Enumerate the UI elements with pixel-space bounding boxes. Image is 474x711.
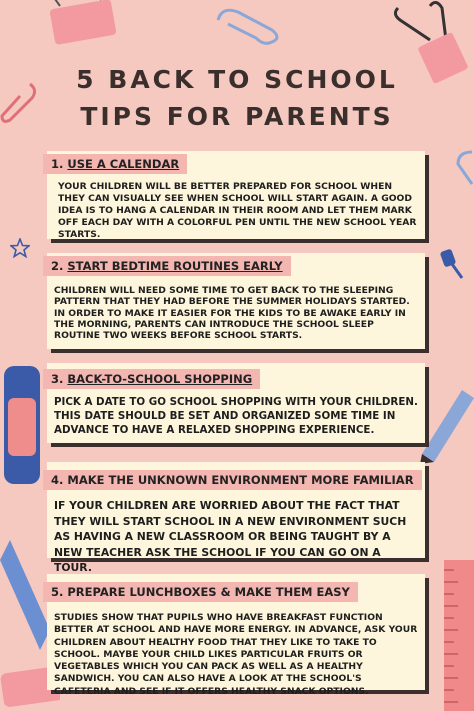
tip-heading-1	[43, 154, 187, 174]
tip-number: 2.	[51, 259, 64, 273]
tip-heading-5	[43, 582, 358, 602]
tip-number: 1.	[51, 157, 64, 171]
tip-heading-4	[43, 470, 422, 490]
title-line-2: TIPS FOR PARENTS	[80, 102, 394, 131]
tip-body-4: IF YOUR CHILDREN ARE WORRIED ABOUT THE FACT THAT THEY WILL START SCHOOL IN A NEW ENVIRONMENT SUCH AS HAVING A NEW CLASSROOM OR BEING TAUGHT BY A NEW TEACHER ASK THE SCHOOL IF YOU CAN GO ON A TOUR.	[54, 499, 407, 574]
title-line-1: 5 BACK TO SCHOOL	[76, 65, 398, 94]
tip-card-5	[47, 574, 425, 697]
paperclip-icon	[212, 0, 282, 46]
tip-number: 3.	[51, 372, 64, 386]
tip-title: PREPARE LUNCHBOXES & MAKE THEM EASY	[67, 585, 350, 599]
tip-number: 4.	[51, 473, 64, 487]
tip-body-3: PICK A DATE TO GO SCHOOL SHOPPING WITH YOUR CHILDREN. THIS DATE SHOULD BE SET AND ORGANIZED SOME TIME IN ADVANCE TO HAVE A RELAXED SHOPPING EXPERIENCE.	[54, 396, 418, 436]
star-icon	[10, 238, 30, 258]
tip-number: 5.	[51, 585, 64, 599]
tip-card-3	[47, 363, 425, 443]
tip-body-1: YOUR CHILDREN WILL BE BETTER PREPARED FOR SCHOOL WHEN THEY CAN VISUALLY SEE WHEN SCHOOL WILL START AGAIN. A GOOD IDEA IS TO HANG A CALENDAR IN THEIR ROOM AND LET THEM MARK OFF EACH DAY WITH A COLORFUL PEN UNTIL THE NEW SCHOOL YEAR STARTS.	[58, 181, 417, 240]
pencil-icon	[418, 384, 474, 464]
tip-card-2	[47, 253, 425, 349]
paperclip-icon	[452, 148, 474, 188]
tip-heading-3	[43, 369, 260, 389]
tip-body-5: STUDIES SHOW THAT PUPILS WHO HAVE BREAKFAST FUNCTION BETTER AT SCHOOL AND HAVE MORE ENERGY. IN ADVANCE, ASK YOUR CHILDREN ABOUT HEALTHY FOOD THAT THEY LIKE TO TAKE TO SCHOOL. MAYBE YOUR CHILD LIKES PARTICULAR FRUITS OR VEGETABLES WHICH YOU CAN PACK AS WELL AS A HEALTHY SANDWICH. YOU CAN ALSO HAVE A LOOK AT THE SCHOOL'S CAFETERIA AND SEE IF IT OFFERS HEALTHY SNACK OPTIONS.	[54, 612, 418, 697]
tip-card-4	[47, 462, 425, 574]
push-pin-icon	[438, 248, 468, 282]
page-title	[0, 64, 474, 133]
ruler-icon	[436, 560, 474, 711]
tip-title: START BEDTIME ROUTINES EARLY	[67, 259, 283, 273]
eraser-icon	[0, 360, 46, 490]
tip-heading-2	[43, 256, 291, 276]
tip-card-1	[47, 151, 425, 239]
tip-title: MAKE THE UNKNOWN ENVIRONMENT MORE FAMILIAR	[67, 473, 414, 487]
tip-body-2: CHILDREN WILL NEED SOME TIME TO GET BACK TO THE SLEEPING PATTERN THAT THEY HAD BEFORE THE SUMMER HOLIDAYS STARTED. IN ORDER TO MAKE IT EASIER FOR THE KIDS TO BE AWAKE EARLY IN THE MORNING, PARENTS CAN INTRODUCE THE SCHOOL SLEEP ROUTINE TWO WEEKS BEFORE SCHOOL STARTS.	[54, 285, 410, 342]
binder-clip-icon	[40, 0, 130, 46]
tip-title: BACK-TO-SCHOOL SHOPPING	[67, 372, 253, 386]
tip-title: USE A CALENDAR	[67, 157, 180, 171]
